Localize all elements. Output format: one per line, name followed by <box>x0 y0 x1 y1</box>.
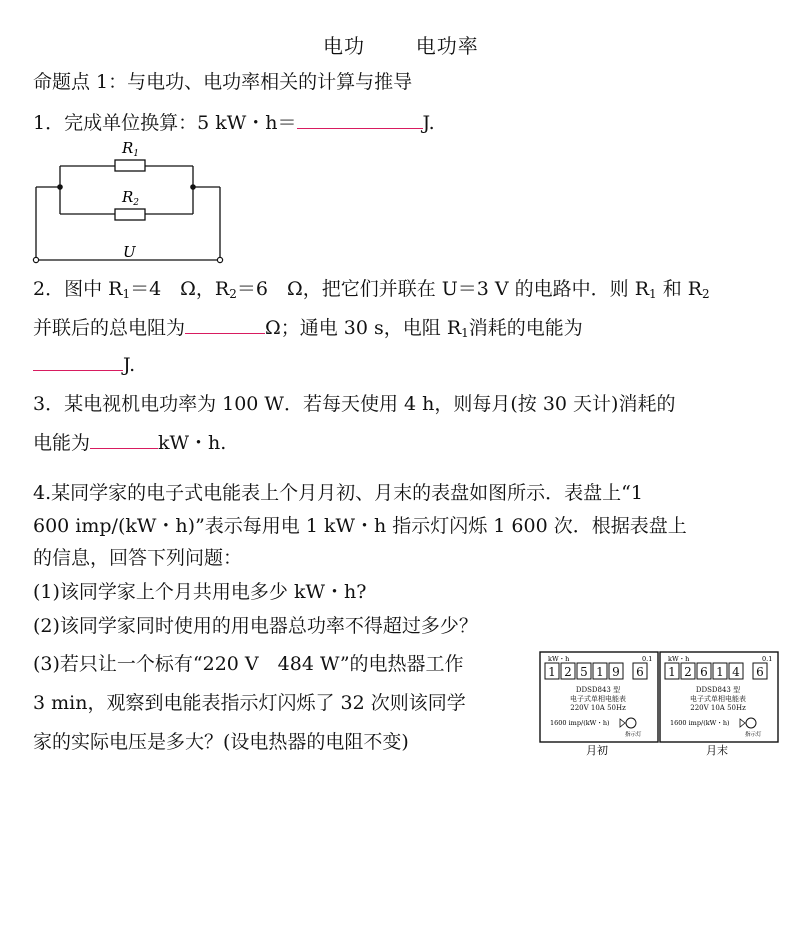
q1-answer-blank[interactable] <box>297 110 423 129</box>
meter-end-of-month <box>658 650 783 762</box>
svg-text:220V 10A 50Hz: 220V 10A 50Hz <box>690 704 746 712</box>
meter-start-of-month <box>538 650 663 762</box>
svg-text:kW・h: kW・h <box>668 655 690 663</box>
question-4-sub3-line2: 3 min，观察到电能表指示灯闪烁了 32 次则该同学 <box>33 692 466 714</box>
junction-right <box>190 184 196 190</box>
svg-text:1: 1 <box>668 665 676 679</box>
svg-text:指示灯: 指示灯 <box>625 732 642 738</box>
svg-text:6: 6 <box>636 665 644 679</box>
svg-text:1: 1 <box>596 665 604 679</box>
question-2-line1: 2．图中 $R_1=4$ Ω，$R_2=6$ Ω，把它们并联在 U＝3 V 的电路中．则 $R_1$ 和 $R_2$ <box>33 278 710 301</box>
question-4-sub1: (1)该同学家上个月共用电多少 kW・h? <box>33 581 367 603</box>
question-4-line3: 的信息，回答下列问题： <box>33 547 243 569</box>
circuit-diagram <box>30 136 230 266</box>
svg-text:2: 2 <box>564 665 572 679</box>
label-r2: $R_2$ <box>122 188 140 208</box>
terminal-left <box>33 257 38 262</box>
svg-text:6: 6 <box>756 665 764 679</box>
question-2-line3: J. <box>33 352 135 377</box>
question-4-sub3-line1: (3)若只让一个标有“220 V 484 W”的电热器工作 <box>33 653 464 675</box>
svg-text:2: 2 <box>684 665 692 679</box>
title-part2: 电功率 <box>415 34 479 58</box>
junction-left <box>57 184 63 190</box>
svg-text:1: 1 <box>716 665 724 679</box>
q2-energy-blank[interactable] <box>33 352 123 371</box>
question-4-line1: 4.某同学家的电子式电能表上个月月初、月末的表盘如图所示．表盘上“1 <box>33 482 643 504</box>
svg-text:1: 1 <box>548 665 556 679</box>
meter-end-caption: 月末 <box>706 744 728 757</box>
svg-text:4: 4 <box>732 665 740 679</box>
svg-text:电子式单相电能表: 电子式单相电能表 <box>690 695 746 703</box>
q1-text: 1．完成单位换算：5 kW・h＝ <box>33 112 297 134</box>
label-u: U <box>123 243 136 261</box>
svg-text:kW・h: kW・h <box>548 655 570 663</box>
svg-text:9: 9 <box>612 665 620 679</box>
question-3-line2: 电能为 kW・h. <box>33 432 227 454</box>
svg-text:5: 5 <box>580 665 588 679</box>
q1-unit: J. <box>422 112 435 134</box>
svg-text:0.1: 0.1 <box>762 655 773 663</box>
question-3-line1: 3．某电视机电功率为 100 W．若每天使用 4 h，则每月(按 30 天计)消耗的 <box>33 393 676 415</box>
meter-start-caption: 月初 <box>586 744 608 757</box>
page-title <box>323 30 479 59</box>
topic-heading: 命题点 1：与电功、电功率相关的计算与推导 <box>33 71 413 93</box>
resistor-r1 <box>115 160 145 171</box>
question-1 <box>33 110 435 135</box>
terminal-right <box>217 257 222 262</box>
question-4-sub3-line3: 家的实际电压是多大？(设电热器的电阻不变) <box>33 731 409 753</box>
q2-resistance-blank[interactable] <box>185 315 265 334</box>
title-part1: 电功 <box>323 34 365 58</box>
svg-text:DDSD843 型: DDSD843 型 <box>575 686 621 694</box>
question-2-line2: 并联后的总电阻为 Ω；通电 30 s，电阻 $R_1$消耗的电能为 <box>33 317 583 340</box>
svg-text:指示灯: 指示灯 <box>745 732 762 738</box>
q3-answer-blank[interactable] <box>90 430 158 449</box>
svg-text:0.1: 0.1 <box>642 655 653 663</box>
resistor-r2 <box>115 209 145 220</box>
svg-text:6: 6 <box>700 665 708 679</box>
question-4-sub2: (2)该同学家同时使用的用电器总功率不得超过多少？ <box>33 615 478 637</box>
svg-text:电子式单相电能表: 电子式单相电能表 <box>570 695 626 703</box>
label-r1: $R_1$ <box>122 139 140 159</box>
svg-text:1600 imp/(kW・h): 1600 imp/(kW・h) <box>670 719 730 727</box>
svg-text:DDSD843 型: DDSD843 型 <box>695 686 741 694</box>
svg-text:220V 10A 50Hz: 220V 10A 50Hz <box>570 704 626 712</box>
question-4-line2: 600 imp/(kW・h)”表示每用电 1 kW・h 指示灯闪烁 1 600 次．根据表盘上 <box>33 515 687 537</box>
svg-text:1600 imp/(kW・h): 1600 imp/(kW・h) <box>550 719 610 727</box>
